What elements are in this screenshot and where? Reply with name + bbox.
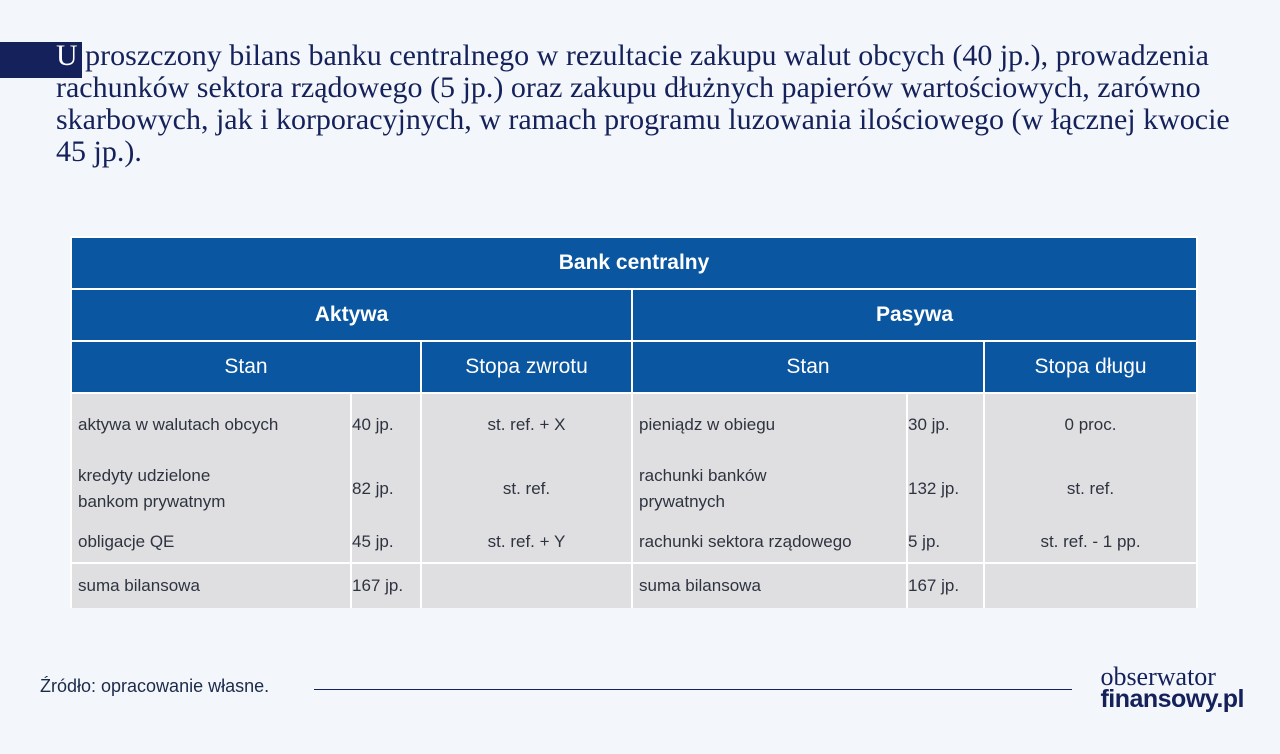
liability-rate: st. ref. — [984, 456, 1197, 522]
title-text: proszczony bilans banku centralnego w rezultacie zakupu walut obcych (40 jp.), prowadzenia rachunków sektora rządowego (5 jp.) oraz zakupu dłużnych papierów wartościowych, zarówno skarbowych, jak i korporacyjnych, w ramach programu luzowania ilościowego (w łącznej kwocie 45 jp.). — [56, 39, 1230, 168]
asset-rate: st. ref. + X — [421, 393, 632, 456]
balance-sheet-table — [70, 236, 1198, 608]
asset-label-line-1: kredyty udzielone — [78, 466, 211, 485]
liability-label: pieniądz w obiegu — [632, 393, 907, 456]
liabilities-stan-header: Stan — [632, 341, 984, 393]
assets-stan-header: Stan — [71, 341, 421, 393]
logo-line-2: finansowy.pl — [1100, 685, 1244, 713]
liability-amount: 132 jp. — [907, 456, 984, 522]
asset-label: aktywa w walutach obcych — [71, 393, 351, 456]
logo-line-1: obserwator — [1100, 662, 1216, 691]
asset-total-amount: 167 jp. — [351, 563, 421, 608]
asset-amount: 45 jp. — [351, 522, 421, 563]
asset-total-label: suma bilansowa — [71, 563, 351, 608]
liability-amount: 5 jp. — [907, 522, 984, 563]
assets-rate-header: Stopa zwrotu — [421, 341, 632, 393]
footer-divider — [314, 689, 1072, 690]
asset-label — [71, 456, 351, 522]
table-heading: Bank centralny — [71, 237, 1197, 289]
liability-rate: 0 proc. — [984, 393, 1197, 456]
brand-logo — [1100, 662, 1244, 713]
assets-header: Aktywa — [71, 289, 632, 341]
title-dropcap: U — [56, 39, 78, 72]
asset-rate: st. ref. + Y — [421, 522, 632, 563]
liability-label — [632, 456, 907, 522]
liability-total-rate — [984, 563, 1197, 608]
liability-rate: st. ref. - 1 pp. — [984, 522, 1197, 563]
liability-label: rachunki sektora rządowego — [632, 522, 907, 563]
asset-label: obligacje QE — [71, 522, 351, 563]
liability-label-line-2: prywatnych — [639, 492, 725, 511]
total-row — [71, 563, 1197, 608]
asset-amount: 40 jp. — [351, 393, 421, 456]
asset-amount: 82 jp. — [351, 456, 421, 522]
liabilities-header: Pasywa — [632, 289, 1197, 341]
liabilities-rate-header: Stopa długu — [984, 341, 1197, 393]
source-note: Źródło: opracowanie własne. — [40, 676, 270, 696]
asset-total-rate — [421, 563, 632, 608]
liability-total-amount: 167 jp. — [907, 563, 984, 608]
liability-label-line-1: rachunki banków — [639, 466, 767, 485]
asset-label-line-2: bankom prywatnym — [78, 492, 226, 511]
table-row — [71, 456, 1197, 522]
liability-total-label: suma bilansowa — [632, 563, 907, 608]
asset-rate: st. ref. — [421, 456, 632, 522]
page-title — [56, 40, 1236, 168]
liability-amount: 30 jp. — [907, 393, 984, 456]
table-row — [71, 393, 1197, 456]
table-row — [71, 522, 1197, 563]
